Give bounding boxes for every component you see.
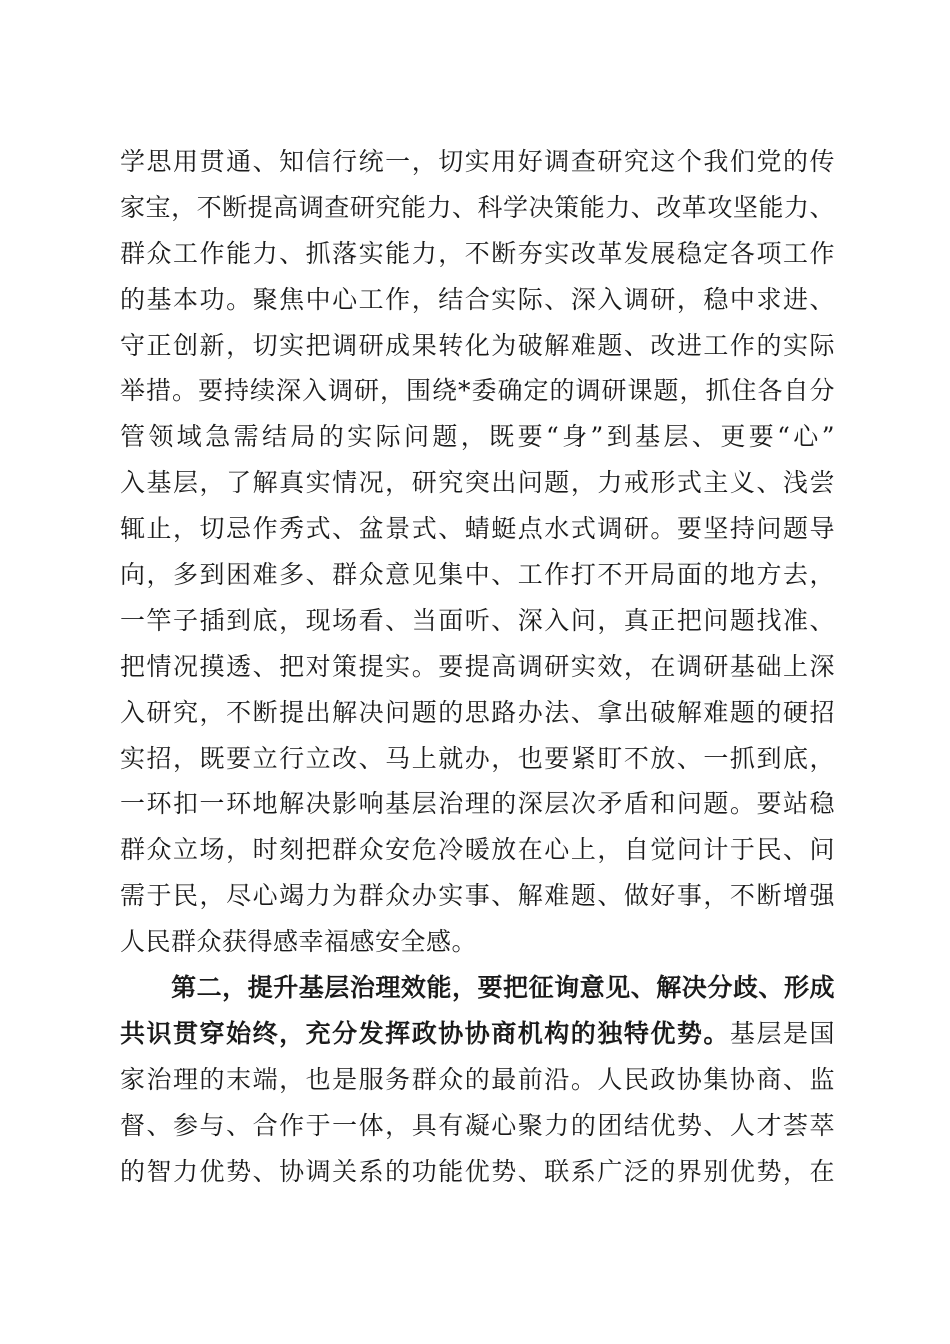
text-line: 管领域急需结局的实际问题，既要“身”到基层、更要“心” <box>120 422 835 452</box>
text-line: 群众立场，时刻把群众安危冷暖放在心上，自觉问计于民、问 <box>120 835 835 865</box>
text-segment: 基层是国 <box>729 1018 835 1048</box>
text-line: 守正创新，切实把调研成果转化为破解难题、改进工作的实际 <box>120 330 835 360</box>
text-line: 学思用贯通、知信行统一，切实用好调查研究这个我们党的传 <box>120 147 835 176</box>
text-line: 督、参与、合作于一体，具有凝心聚力的团结优势、人才荟萃 <box>120 1110 835 1140</box>
text-line-mixed <box>120 1011 835 1057</box>
text-line: 一环扣一环地解决影响基层治理的深层次矛盾和问题。要站稳 <box>120 789 835 819</box>
text-line: 辄止，切忌作秀式、盆景式、蜻蜓点水式调研。要坚持问题导 <box>120 514 835 544</box>
text-line: 的基本功。聚焦中心工作，结合实际、深入调研，稳中求进、 <box>120 284 835 314</box>
text-line: 家宝，不断提高调查研究能力、科学决策能力、改革攻坚能力、 <box>120 192 835 222</box>
text-line: 入基层，了解真实情况，研究突出问题，力戒形式主义、浅尝 <box>120 468 835 498</box>
text-line: 实招，既要立行立改、马上就办，也要紧盯不放、一抓到底， <box>120 743 835 773</box>
text-line: 举措。要持续深入调研，围绕*委确定的调研课题，抓住各自分 <box>120 376 835 406</box>
text-line: 家治理的末端，也是服务群众的最前沿。人民政协集协商、监 <box>120 1064 835 1094</box>
text-line: 向，多到困难多、群众意见集中、工作打不开局面的地方去， <box>120 560 835 590</box>
text-line: 群众工作能力、抓落实能力，不断夯实改革发展稳定各项工作 <box>120 238 835 268</box>
text-line: 的智力优势、协调关系的功能优势、联系广泛的界别优势，在 <box>120 1156 835 1186</box>
section-heading-text: 共识贯穿始终，充分发挥政协协商机构的独特优势。 <box>120 1018 730 1048</box>
text-line: 一竿子插到底，现场看、当面听、深入问，真正把问题找准、 <box>120 605 835 635</box>
text-line: 入研究，不断提出解决问题的思路办法、拿出破解难题的硬招 <box>120 697 835 727</box>
document-body <box>120 139 835 1194</box>
text-line: 人民群众获得感幸福感安全感。 <box>120 927 478 957</box>
text-line: 需于民，尽心竭力为群众办实事、解难题、做好事，不断增强 <box>120 881 835 911</box>
text-line: 把情况摸透、把对策提实。要提高调研实效，在调研基础上深 <box>120 651 835 681</box>
section-heading-line: 第二，提升基层治理效能，要把征询意见、解决分歧、形成 <box>120 973 835 1003</box>
